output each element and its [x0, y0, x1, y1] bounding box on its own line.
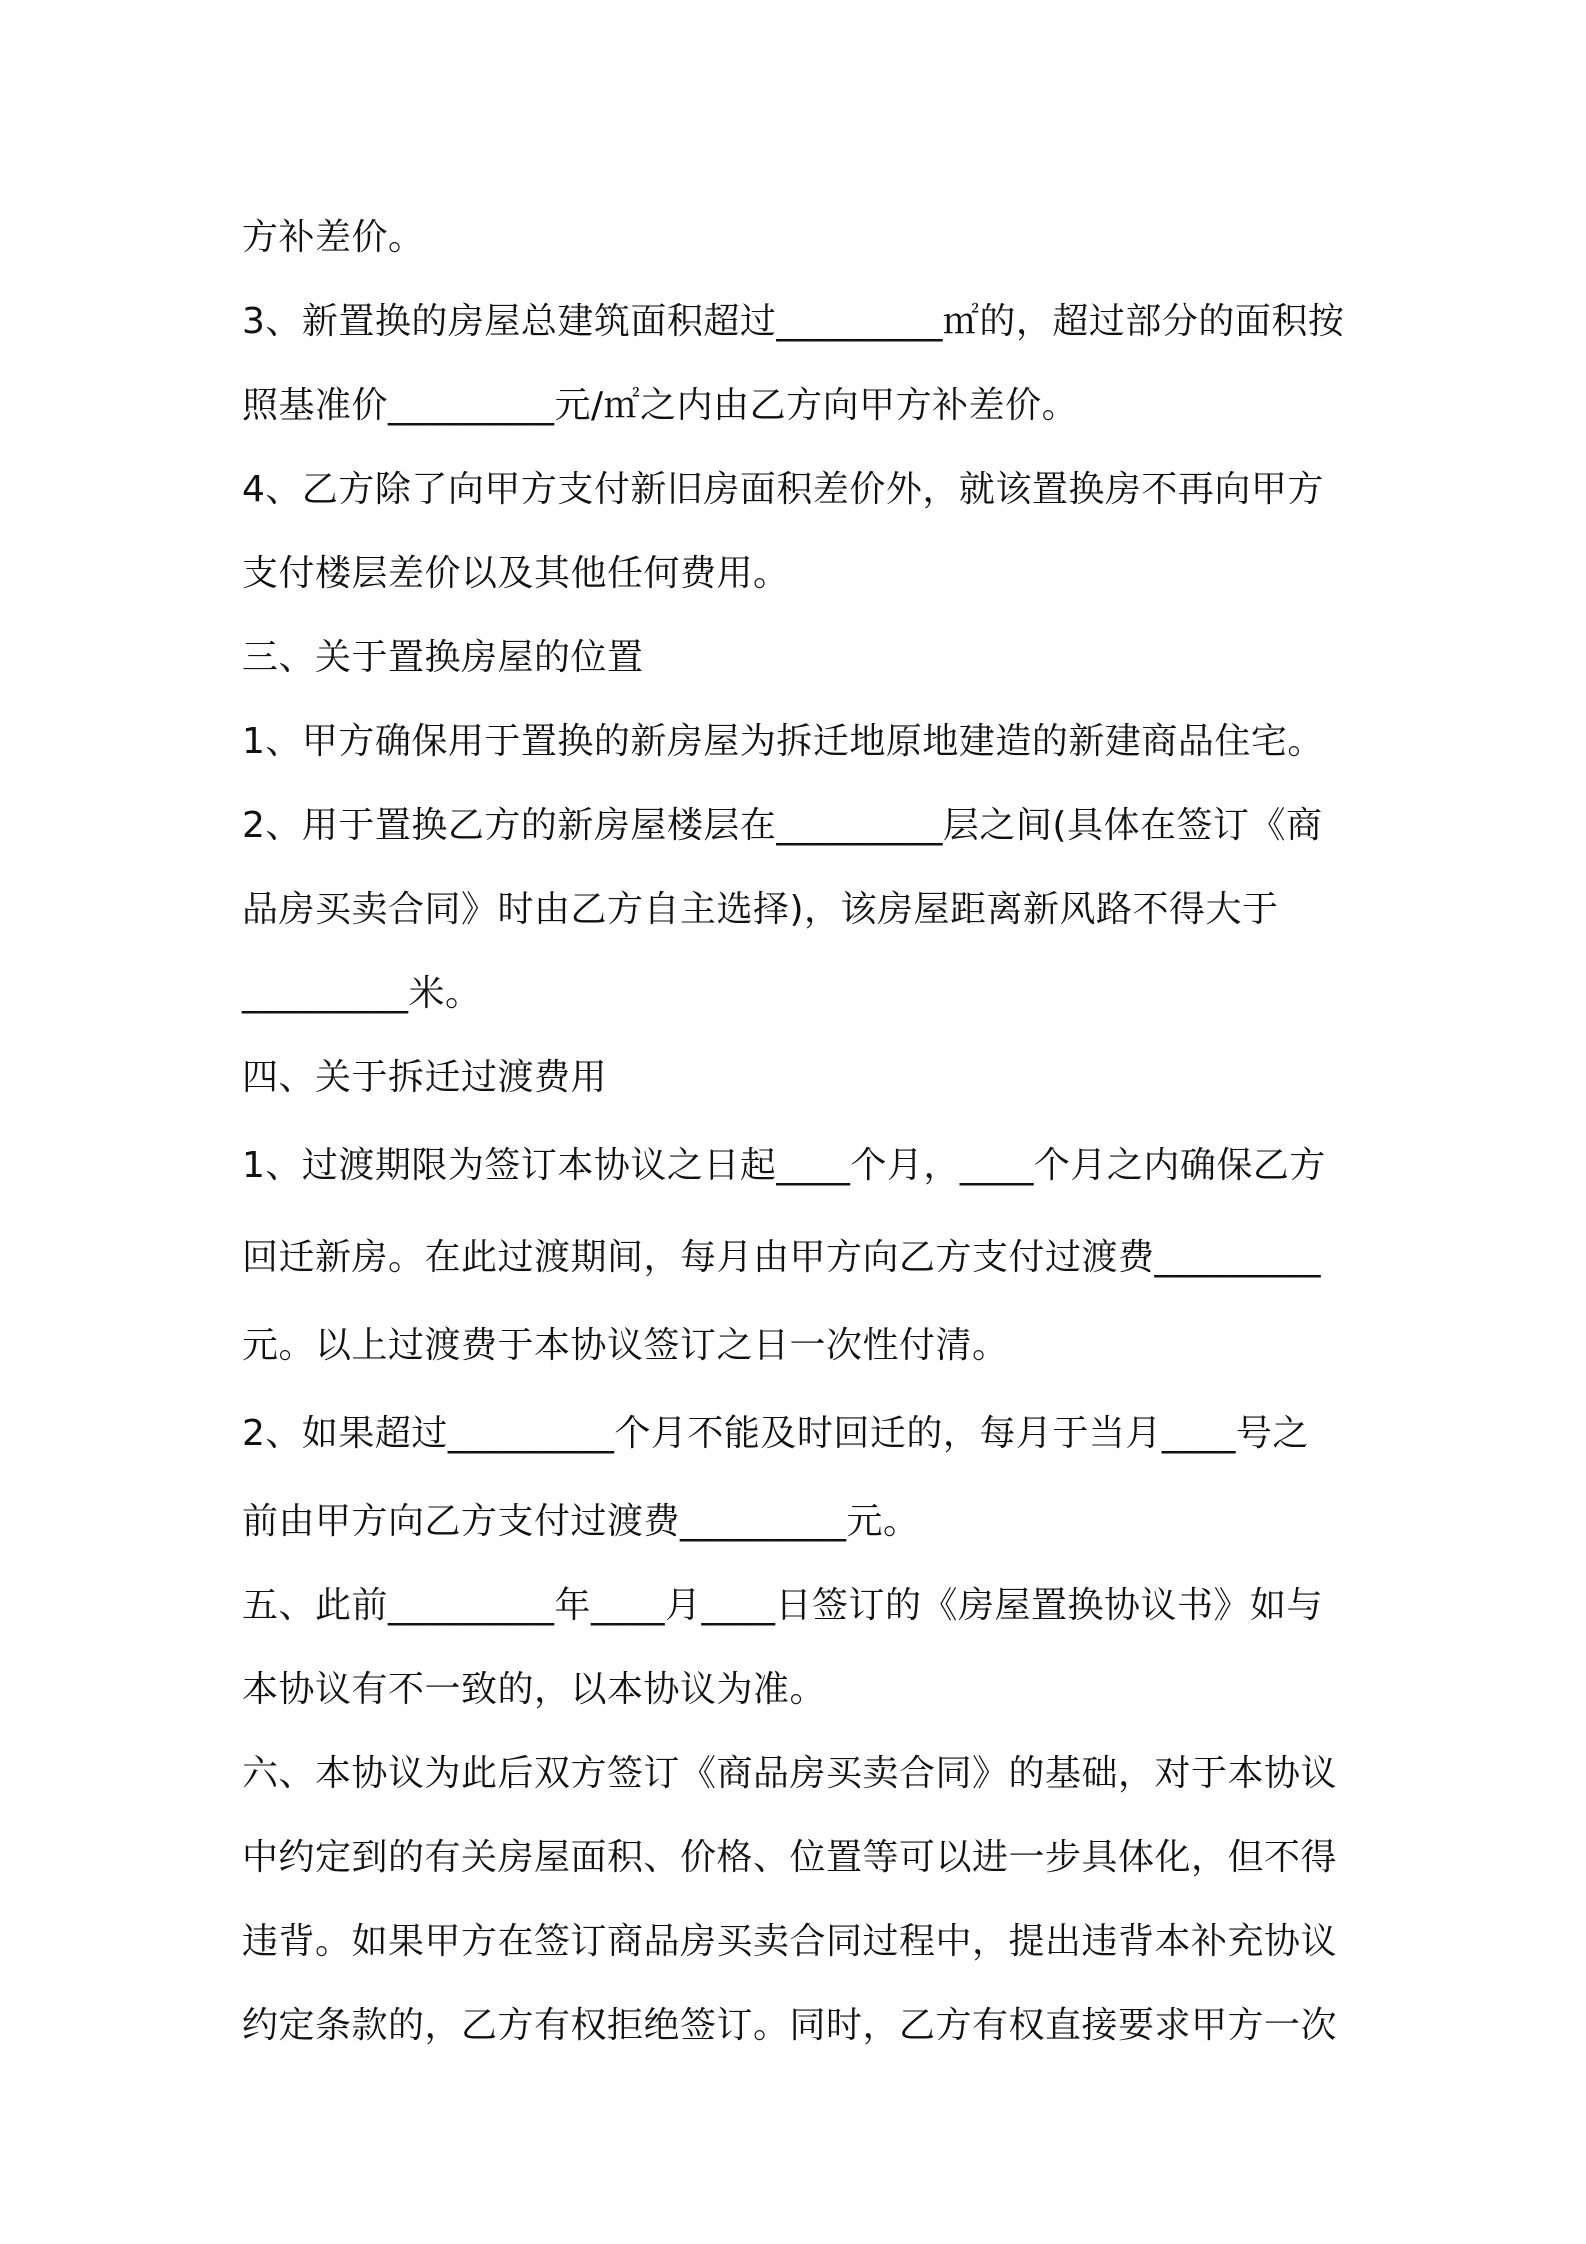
text-line: 2、用于置换乙方的新房屋楼层在_________层之间(具体在签订《商	[242, 805, 1323, 846]
text-line: 照基准价_________元/㎡之内由乙方向甲方补差价。	[242, 385, 1079, 426]
text-line: 违背。如果甲方在签订商品房买卖合同过程中，提出违背本补充协议	[242, 1921, 1338, 1962]
document-body	[242, 196, 1362, 2068]
text-line: 1、甲方确保用于置换的新房屋为拆迁地原地建造的新建商品住宅。	[242, 721, 1324, 762]
text-line: 1、过渡期限为签订本协议之日起____个月，____个月之内确保乙方	[242, 1145, 1326, 1186]
text-line: 本协议有不一致的，以本协议为准。	[242, 1669, 827, 1710]
text-line: 前由甲方向乙方支付过渡费_________元。	[242, 1501, 920, 1542]
text-line: 回迁新房。在此过渡期间，每月由甲方向乙方支付过渡费_________	[242, 1237, 1322, 1278]
section-heading: 三、关于置换房屋的位置	[242, 637, 644, 678]
text-line: 3、新置换的房屋总建筑面积超过_________㎡的，超过部分的面积按	[242, 301, 1345, 342]
text-line: 2、如果超过_________个月不能及时回迁的，每月于当月____号之	[242, 1413, 1309, 1454]
text-line: 中约定到的有关房屋面积、价格、位置等可以进一步具体化，但不得	[242, 1837, 1338, 1878]
text-line: 支付楼层差价以及其他任何费用。	[242, 553, 790, 594]
text-line: 4、乙方除了向甲方支付新旧房面积差价外，就该置换房不再向甲方	[242, 469, 1324, 510]
section-heading: 五、此前_________年____月____日签订的《房屋置换协议书》如与	[242, 1585, 1324, 1626]
text-line: _________米。	[242, 973, 482, 1014]
text-line: 品房买卖合同》时由乙方自主选择)，该房屋距离新风路不得大于	[242, 889, 1279, 930]
section-heading: 六、本协议为此后双方签订《商品房买卖合同》的基础，对于本协议	[242, 1753, 1338, 1794]
text-line: 方补差价。	[242, 217, 425, 258]
text-line: 约定条款的，乙方有权拒绝签订。同时，乙方有权直接要求甲方一次	[242, 2005, 1338, 2046]
text-line: 元。以上过渡费于本协议签订之日一次性付清。	[242, 1325, 1009, 1366]
section-heading: 四、关于拆迁过渡费用	[242, 1057, 608, 1098]
